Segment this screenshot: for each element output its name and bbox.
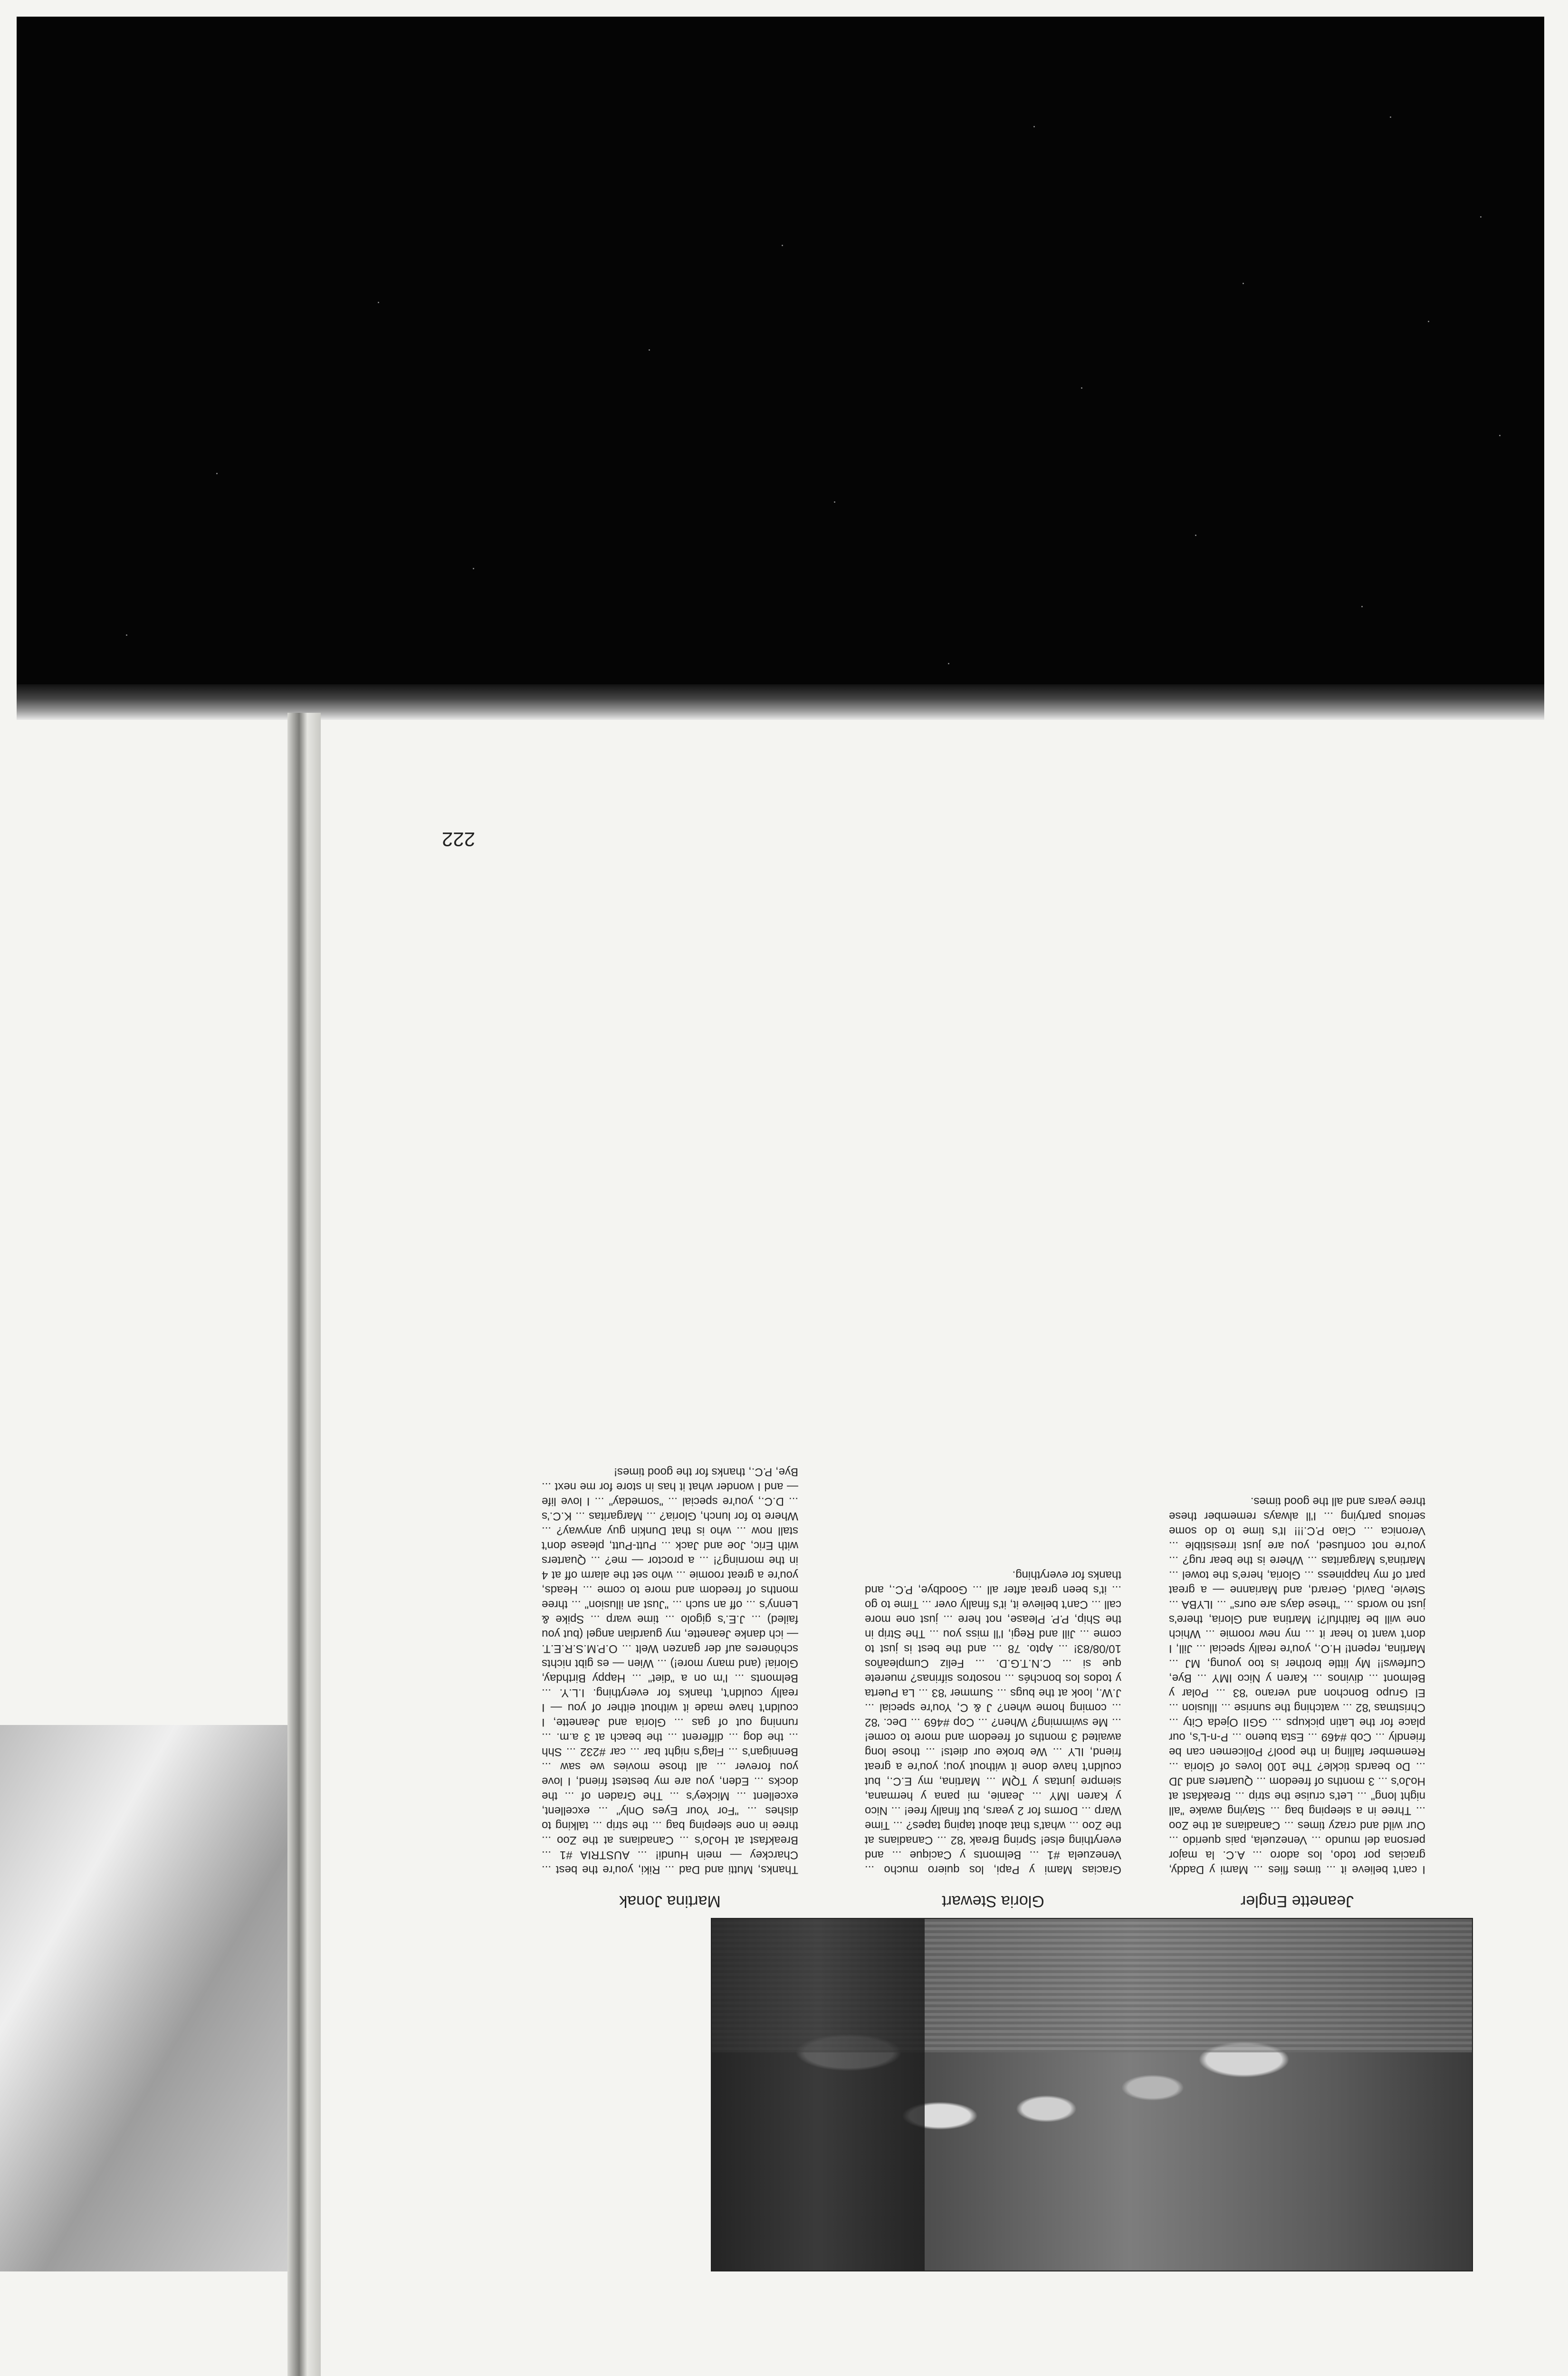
signature-gloria-stewart: Gloria Stewart <box>942 1892 1044 1910</box>
facing-page-photo <box>0 1725 287 2271</box>
facing-page <box>0 713 287 2376</box>
yearbook-page <box>321 720 1544 2376</box>
group-photo <box>711 1918 1473 2271</box>
page-number: 222 <box>441 828 475 851</box>
column-jeanette-engler: I can't believe it ... times flies ... Mami y Daddy, gracias por todo, los adoro ... A.C. la major persona del mundo ... Venezuela, pais querido ... Our wild and crazy times ... Canadians at the Zoo ... Three in a sleeping bag ... Staying awake "all night long" ... Let's cruise the strip ... Breakfast at HoJo's ... 3 months of freedom ... Quarters and JD ... Do beards tickle? The 100 loves of Gloria ... Remember falling in the pool? Policemen can be friendly ... Cob #469 ... Esta bueno ... P-n-L's, our place for the Latin pickups ... GGII Ojeda City ... Christmas '82 ... watching the sunrise ... Illusion ... El Grupo Bonchon and verano '83 ... Polar y Belmont ... divinos ... Karen y Nico IMY ... Bye, Curfews!! My little brother is too young, MJ ... Martina, repent! H.O., you're really special ... Jill, I don't want to hear it ... my new roomie ... Which one will be faithful?! Martina and Gloria, there's just no words ... "these days are ours" ... ILYBA ... Stevie, David, Gerard, and Marianne — a great part of my happiness ... Gloria, here's the towel ... Martina's Margaritas ... Where is the bear rug? ... you're not confused, you are just irresistible ... Veronica ... Ciao P.C.!!! It's time to do some serious partying ... I'll always remember these three years and all the good times. <box>1169 1495 1425 1876</box>
photo-rocks <box>712 1919 925 2271</box>
facing-page-content <box>0 713 287 2376</box>
signature-martina-jonak: Martina Jonak <box>619 1892 721 1910</box>
yearbook-page-content <box>321 720 1544 2376</box>
cover-board <box>17 17 1544 715</box>
column-gloria-stewart: Gracias Mami y Papi, los quiero mucho ... Venezuela #1 ... Belmonts y Cacique ... and everything else! Spring Break '82 ... Canadians at the Zoo ... what's that about taping tapes? ... Time Warp ... Dorms for 2 years, but finally free! ... Nico y Karen IMY ... Jeanie, mi pana y hermana, siempre juntas y TQM ... Martina, my E.C., but couldn't have done it without you; you're a great friend, ILY ... We broke our diets! ... those long awaited 3 months of freedom and more to come! ... Me swimming? When? ... Cop #469 ... Dec. '82 ... coming home when? J & C, You're special ... J.W., look at the bugs ... Summer '83 ... La Puerta y todos los bonchés ... nosotros sifrinas? muerete que si ... C.N.T.G.D. ... Feliz Cumpleaños 10/08/83! ... Apto. 78 ... and the best is just to come ... Jill and Regi, I'll miss you ... The Strip in the Ship, P.P. Please, not here ... just one more call ... Can't believe it, it's finally over ... Time to go ... it's been great after all ... Goodbye, P.C., and thanks for everything. <box>865 1569 1121 1876</box>
signature-jeanette-engler: Jeanette Engler <box>1240 1892 1354 1910</box>
page-gutter <box>287 713 321 2376</box>
column-martina-jonak: Thanks, Mutti and Dad ... Riki, you're the best ... Charckey — mein Hundi! ... AUSTRIA #1 ... Breakfast at HoJo's ... Canadians at the Zoo ... three in one sleeping bag ... the strip ... talking to dishes ... "For Your Eyes Only" ... excellent, excellent ... Mickey's ... The Graden of ... the docks ... Eden, you are my bestest friend, I love you forever ... all those movies we saw ... Bennigan's ... Flag's night bar ... car #232 ... Shh ... the dog ... different ... the beach at 3 a.m. ... running out of gas ... Gloria and Jeanette, I couldn't have made it without either of you — I really couldn't, thanks for everything. I.L.Y. ... Belmonts ... I'm on a "diet" ... Happy Birthday, Gloria! (and many more!) ... Wien — es gibt nichts schöneres auf der ganzen Welt ... O.P.M.S.R.E.T. — ich danke Jeanette, my guardian angel (but you failed) ... J.E.'s gigolo ... time warp ... Spike & Lenny's ... off an such ... "Just an illusion" ... three months of freedom and more to come ... Heads, you're a great roomie ... who set the alarm off at 4 in the morning?! ... a proctor — me? ... Quarters with Eric, Joe and Jack ... Putt-Putt, please don't stall now ... who is that Dunkin guy anyway? ... Where to for lunch, Gloria? ... Margaritas ... K.C.'s ... D.C., you're special ... "someday" ... I love life — and I wonder what it has in store for me next ... Bye, P.C., thanks for the good times! <box>542 1466 798 1876</box>
